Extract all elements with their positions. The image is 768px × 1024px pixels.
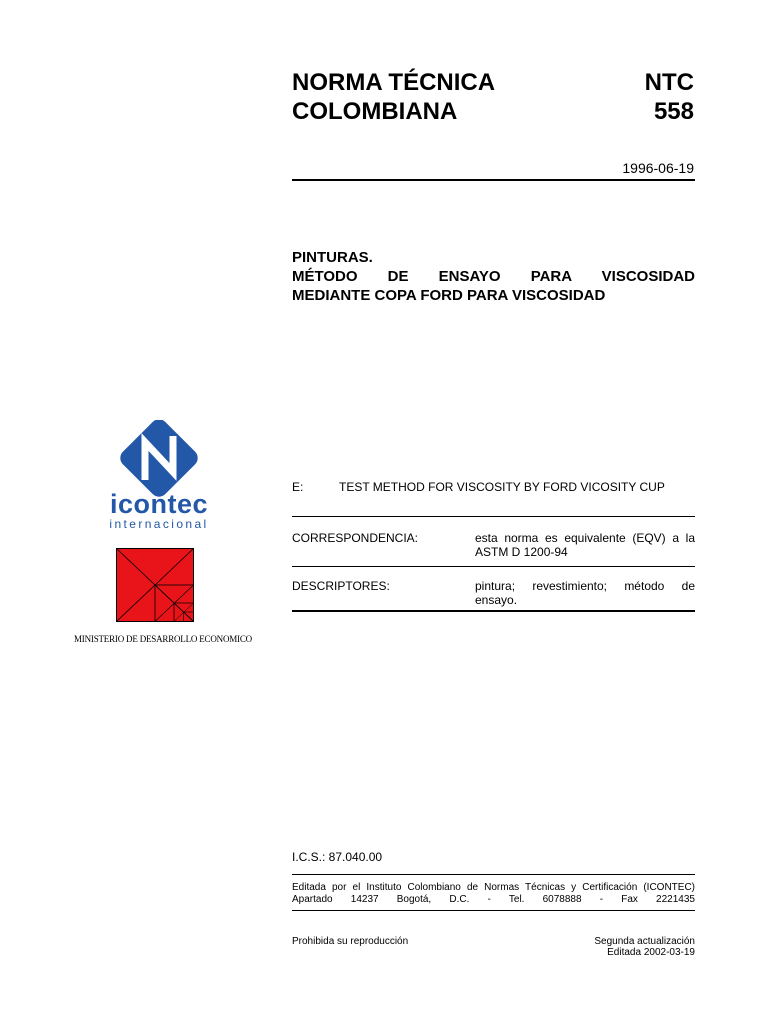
descriptores-line-1: pintura; revestimiento; método de — [475, 579, 695, 593]
publication-date: 1996-06-19 — [622, 160, 694, 176]
ministry-name: MINISTERIO DE DESARROLLO ECONOMICO — [74, 634, 252, 644]
descriptores-label: DESCRIPTORES: — [292, 579, 390, 593]
header-divider — [292, 179, 695, 181]
correspondencia-line-1: esta norma es equivalente (EQV) a la — [475, 531, 695, 545]
code-line-1: NTC — [644, 69, 694, 96]
correspondencia-label: CORRESPONDENCIA: — [292, 531, 419, 545]
title-line-2: COLOMBIANA — [292, 98, 458, 125]
subject-block — [292, 248, 695, 305]
english-divider — [292, 516, 695, 517]
standard-code — [590, 68, 694, 126]
code-line-2: 558 — [653, 98, 694, 125]
update-line-2: Editada 2002-03-19 — [607, 947, 695, 958]
subject-line-1: PINTURAS. — [292, 249, 373, 266]
document-title — [292, 68, 495, 126]
ics-divider — [292, 874, 695, 875]
correspondencia-value — [475, 531, 695, 559]
update-line-1: Segunda actualización — [594, 936, 695, 947]
edition-divider — [292, 910, 695, 911]
title-line-1: NORMA TÉCNICA — [292, 69, 496, 96]
correspondencia-line-2: ASTM D 1200-94 — [475, 545, 568, 559]
edition-info — [292, 882, 695, 906]
descriptores-line-2: ensayo. — [475, 593, 518, 607]
reproduction-notice: Prohibida su reproducción — [292, 936, 409, 947]
descriptores-value — [475, 579, 695, 607]
subject-line-3: MEDIANTE COPA FORD PARA VISCOSIDAD — [292, 287, 606, 304]
update-info — [520, 936, 695, 958]
brand-subtitle: internacional — [109, 517, 209, 531]
correspondencia-divider — [292, 566, 695, 567]
edition-line-1: Editada por el Instituto Colombiano de Normas Técnicas y Certificación (ICONTEC) — [292, 882, 695, 893]
edition-line-2: Apartado 14237 Bogotá, D.C. - Tel. 6078888 - Fax 2221435 — [292, 894, 695, 905]
ministry-emblem-icon — [116, 548, 194, 622]
english-label: E: — [292, 480, 304, 494]
brand-name: icontec — [109, 489, 209, 519]
ics-code: I.C.S.: 87.040.00 — [292, 850, 383, 864]
descriptores-divider — [292, 610, 695, 612]
english-title: TEST METHOD FOR VISCOSITY BY FORD VICOSITY CUP — [339, 480, 665, 494]
subject-line-2: MÉTODO DE ENSAYO PARA VISCOSIDAD — [292, 268, 695, 285]
